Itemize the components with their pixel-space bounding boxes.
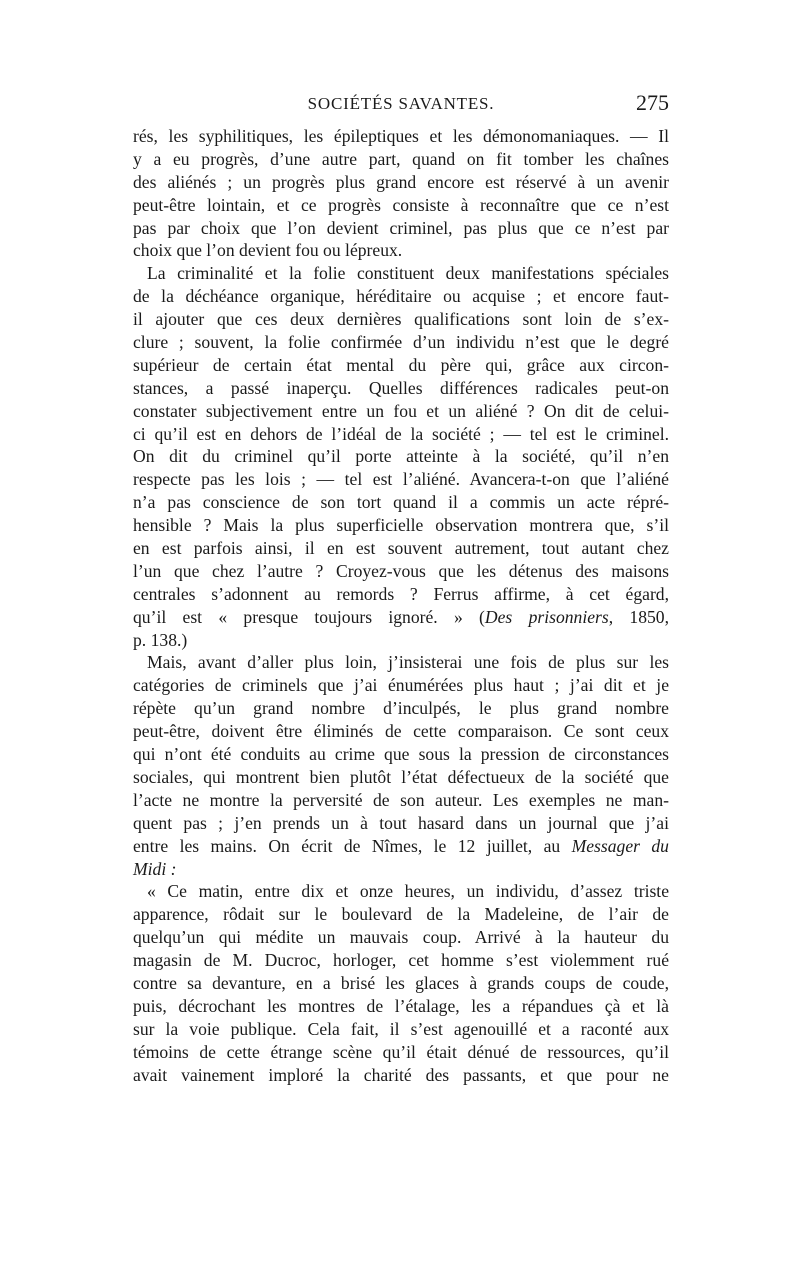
text-line: puis, décrochant les montres de l’étalage, les a répandues çà et là: [133, 995, 669, 1016]
text-line: pas par choix que l’on devient criminel, pas plus que ce n’est par: [133, 217, 669, 238]
text-line: p. 138.): [133, 629, 188, 650]
text-line: sur la voie publique. Cela fait, il s’est agenouillé et a raconté aux: [133, 1018, 669, 1039]
text-line: Mais, avant d’aller plus loin, j’insisterai une fois de plus sur les: [147, 652, 669, 673]
text-line: quent pas ; j’en prends un à tout hasard dans un journal que j’ai: [133, 812, 669, 833]
text-line: On dit du criminel qu’il porte atteinte à la société, qu’il n’en: [133, 446, 669, 467]
text-line: peut-être lointain, et ce progrès consiste à reconnaître que ce n’est: [133, 194, 669, 215]
text-line: choix que l’on devient fou ou lépreux.: [133, 240, 403, 261]
text-line: l’acte ne montre la perversité de son auteur. Les exemples ne man-: [133, 789, 669, 810]
text-line: qui n’ont été conduits au crime que sous la pression de circonstances: [133, 744, 669, 765]
text-line-with-citation: qu’il est « presque toujours ignoré. » (Des prisonniers, 1850,: [133, 606, 669, 627]
running-title: SOCIÉTÉS SAVANTES.: [307, 94, 495, 113]
text-line: magasin de M. Ducroc, horloger, cet homme s’est violemment rué: [133, 950, 669, 971]
text-line: quelqu’un qui médite un mauvais coup. Arrivé à la hauteur du: [133, 927, 669, 948]
text-line: sociales, qui montrent bien plutôt l’état défectueux de la société que: [133, 766, 669, 787]
text-line: il ajouter que ces deux dernières qualifications sont loin de s’ex-: [133, 309, 669, 330]
italic-title: Des prisonniers: [484, 606, 609, 627]
text-line: ci qu’il est en dehors de l’idéal de la société ; — tel est le criminel.: [133, 423, 669, 444]
text-line: avait vainement imploré la charité des passants, et que pour ne: [133, 1064, 669, 1085]
text-line: supérieur de certain état mental du père qui, grâce aux circon-: [133, 354, 669, 375]
text-line: « Ce matin, entre dix et onze heures, un individu, d’assez triste: [147, 881, 669, 902]
text-line: l’un que chez l’autre ? Croyez-vous que les détenus des maisons: [133, 560, 669, 581]
text-line: catégories de criminels que j’ai énumérées plus haut ; j’ai dit et je: [133, 675, 669, 696]
text-line: stances, a passé inaperçu. Quelles différences radicales peut-on: [133, 377, 669, 398]
text-line: La criminalité et la folie constituent deux manifestations spéciales: [147, 263, 669, 284]
text-line: de la déchéance organique, héréditaire ou acquise ; et encore faut-: [133, 286, 669, 307]
text-line: des aliénés ; un progrès plus grand encore est réservé à un avenir: [133, 171, 669, 192]
text-line: constater subjectivement entre un fou et un aliéné ? On dit de celui-: [133, 400, 669, 421]
text-line-with-title: entre les mains. On écrit de Nîmes, le 12 juillet, au Messager du: [133, 835, 669, 856]
text-line: n’a pas conscience de son tort quand il a commis un acte répré-: [133, 492, 669, 513]
text-line: apparence, rôdait sur le boulevard de la Madeleine, de l’air de: [133, 904, 669, 925]
page-number: 275: [636, 90, 669, 115]
text-line: en est parfois ainsi, il en est souvent autrement, tout autant chez: [133, 538, 669, 559]
italic-title: Messager du: [571, 835, 669, 856]
text-line: peut-être, doivent être éliminés de cette comparaison. Ce sont ceux: [133, 721, 669, 742]
text-line: contre sa devanture, en a brisé les glaces à grands coups de coude,: [133, 972, 669, 993]
text-line: Midi :: [133, 858, 177, 879]
text-line: hensible ? Mais la plus superficielle observation montrera que, s’il: [133, 515, 669, 536]
body-text: [133, 125, 669, 1086]
text-line: répète qu’un grand nombre d’inculpés, le plus grand nombre: [133, 698, 669, 719]
text-line: témoins de cette étrange scène qu’il était dénué de ressources, qu’il: [133, 1041, 669, 1062]
text-line: centrales s’adonnent au remords ? Ferrus affirme, à cet égard,: [133, 583, 669, 604]
text-line: rés, les syphilitiques, les épileptiques et les démonomaniaques. — Il: [133, 126, 669, 146]
running-head: [133, 90, 669, 120]
text-line: y a eu progrès, d’une autre part, quand on fit tomber les chaînes: [133, 148, 669, 169]
text-line: clure ; souvent, la folie confirmée d’un individu n’est que le degré: [133, 332, 669, 353]
text-line: respecte pas les lois ; — tel est l’aliéné. Avancera-t-on que l’aliéné: [133, 469, 669, 490]
